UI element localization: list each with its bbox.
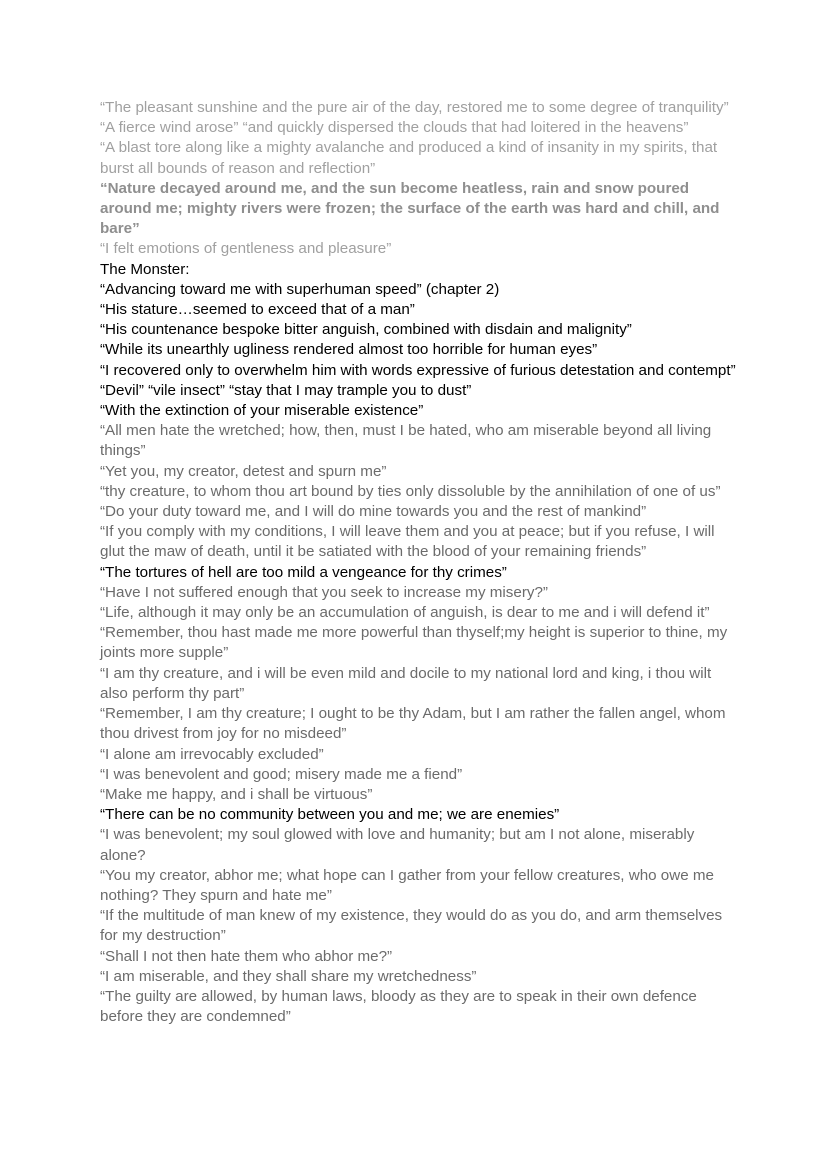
- quote-line: “thy creature, to whom thou art bound by ties only dissoluble by the annihilation of one of us”: [100, 482, 721, 500]
- quote-line: “I recovered only to overwhelm him with words expressive of furious detestation and contempt”: [100, 361, 736, 379]
- quote-line: “Make me happy, and i shall be virtuous”: [100, 785, 373, 803]
- quote-line: “There can be no community between you and me; we are enemies”: [100, 806, 560, 824]
- quote-line: “A fierce wind arose” “and quickly dispersed the clouds that had loitered in the heavens”: [100, 119, 689, 137]
- quote-line-bold: “Nature decayed around me, and the sun become heatless, rain and snow poured around me; mighty rivers were frozen; the surface of the earth was hard and chill, and bare”: [100, 179, 720, 238]
- quote-line: “If you comply with my conditions, I will leave them and you at peace; but if you refuse, I will glut the maw of death, until it be satiated with the blood of your remaining friends”: [100, 523, 715, 561]
- quote-line: “The tortures of hell are too mild a vengeance for thy crimes”: [100, 563, 507, 581]
- quote-line: “Have I not suffered enough that you seek to increase my misery?”: [100, 583, 548, 601]
- quote-line: “Remember, I am thy creature; I ought to be thy Adam, but I am rather the fallen angel, whom thou drivest from joy for no misdeed”: [100, 705, 726, 743]
- document-page: [100, 98, 740, 1027]
- quote-line: “A blast tore along like a mighty avalanche and produced a kind of insanity in my spirits, that burst all bounds of reason and reflection”: [100, 139, 718, 177]
- quote-line: “The pleasant sunshine and the pure air of the day, restored me to some degree of tranquility”: [100, 99, 729, 116]
- quote-line: “Do your duty toward me, and I will do mine towards you and the rest of mankind”: [100, 503, 647, 521]
- quote-line: “His countenance bespoke bitter anguish, combined with disdain and malignity”: [100, 321, 632, 339]
- quote-line: “If the multitude of man knew of my existence, they would do as you do, and arm themselves for my destruction”: [100, 907, 723, 945]
- quote-line: “I felt emotions of gentleness and pleasure”: [100, 240, 392, 258]
- quote-line: “I alone am irrevocably excluded”: [100, 745, 324, 763]
- quote-line: “You my creator, abhor me; what hope can I gather from your fellow creatures, who owe me nothing? They spurn and hate me”: [100, 866, 714, 904]
- section-heading: The Monster:: [100, 260, 190, 278]
- quote-line: “Life, although it may only be an accumulation of anguish, is dear to me and i will defend it”: [100, 604, 710, 622]
- quote-line: “With the extinction of your miserable existence”: [100, 402, 424, 420]
- quote-line: “While its unearthly ugliness rendered almost too horrible for human eyes”: [100, 341, 598, 359]
- quote-line: “The guilty are allowed, by human laws, bloody as they are to speak in their own defence before they are condemned”: [100, 987, 697, 1026]
- quote-line: “Yet you, my creator, detest and spurn me”: [100, 462, 387, 480]
- quote-line: “I was benevolent and good; misery made me a fiend”: [100, 765, 463, 783]
- quote-line: “Remember, thou hast made me more powerful than thyself;my height is superior to thine, my joints more supple”: [100, 624, 728, 662]
- quote-line: “All men hate the wretched; how, then, must I be hated, who am miserable beyond all living things”: [100, 422, 712, 460]
- quote-line: “I was benevolent; my soul glowed with love and humanity; but am I not alone, miserably alone?: [100, 826, 695, 864]
- quote-line: “Devil” “vile insect” “stay that I may trample you to dust”: [100, 381, 472, 399]
- quote-line: “I am thy creature, and i will be even mild and docile to my national lord and king, i thou wilt also perform thy part”: [100, 664, 712, 702]
- quote-line: “I am miserable, and they shall share my wretchedness”: [100, 967, 477, 985]
- quote-line: “Advancing toward me with superhuman speed” (chapter 2): [100, 280, 500, 298]
- quote-line: “Shall I not then hate them who abhor me?”: [100, 947, 393, 965]
- quote-line: “His stature…seemed to exceed that of a man”: [100, 301, 415, 319]
